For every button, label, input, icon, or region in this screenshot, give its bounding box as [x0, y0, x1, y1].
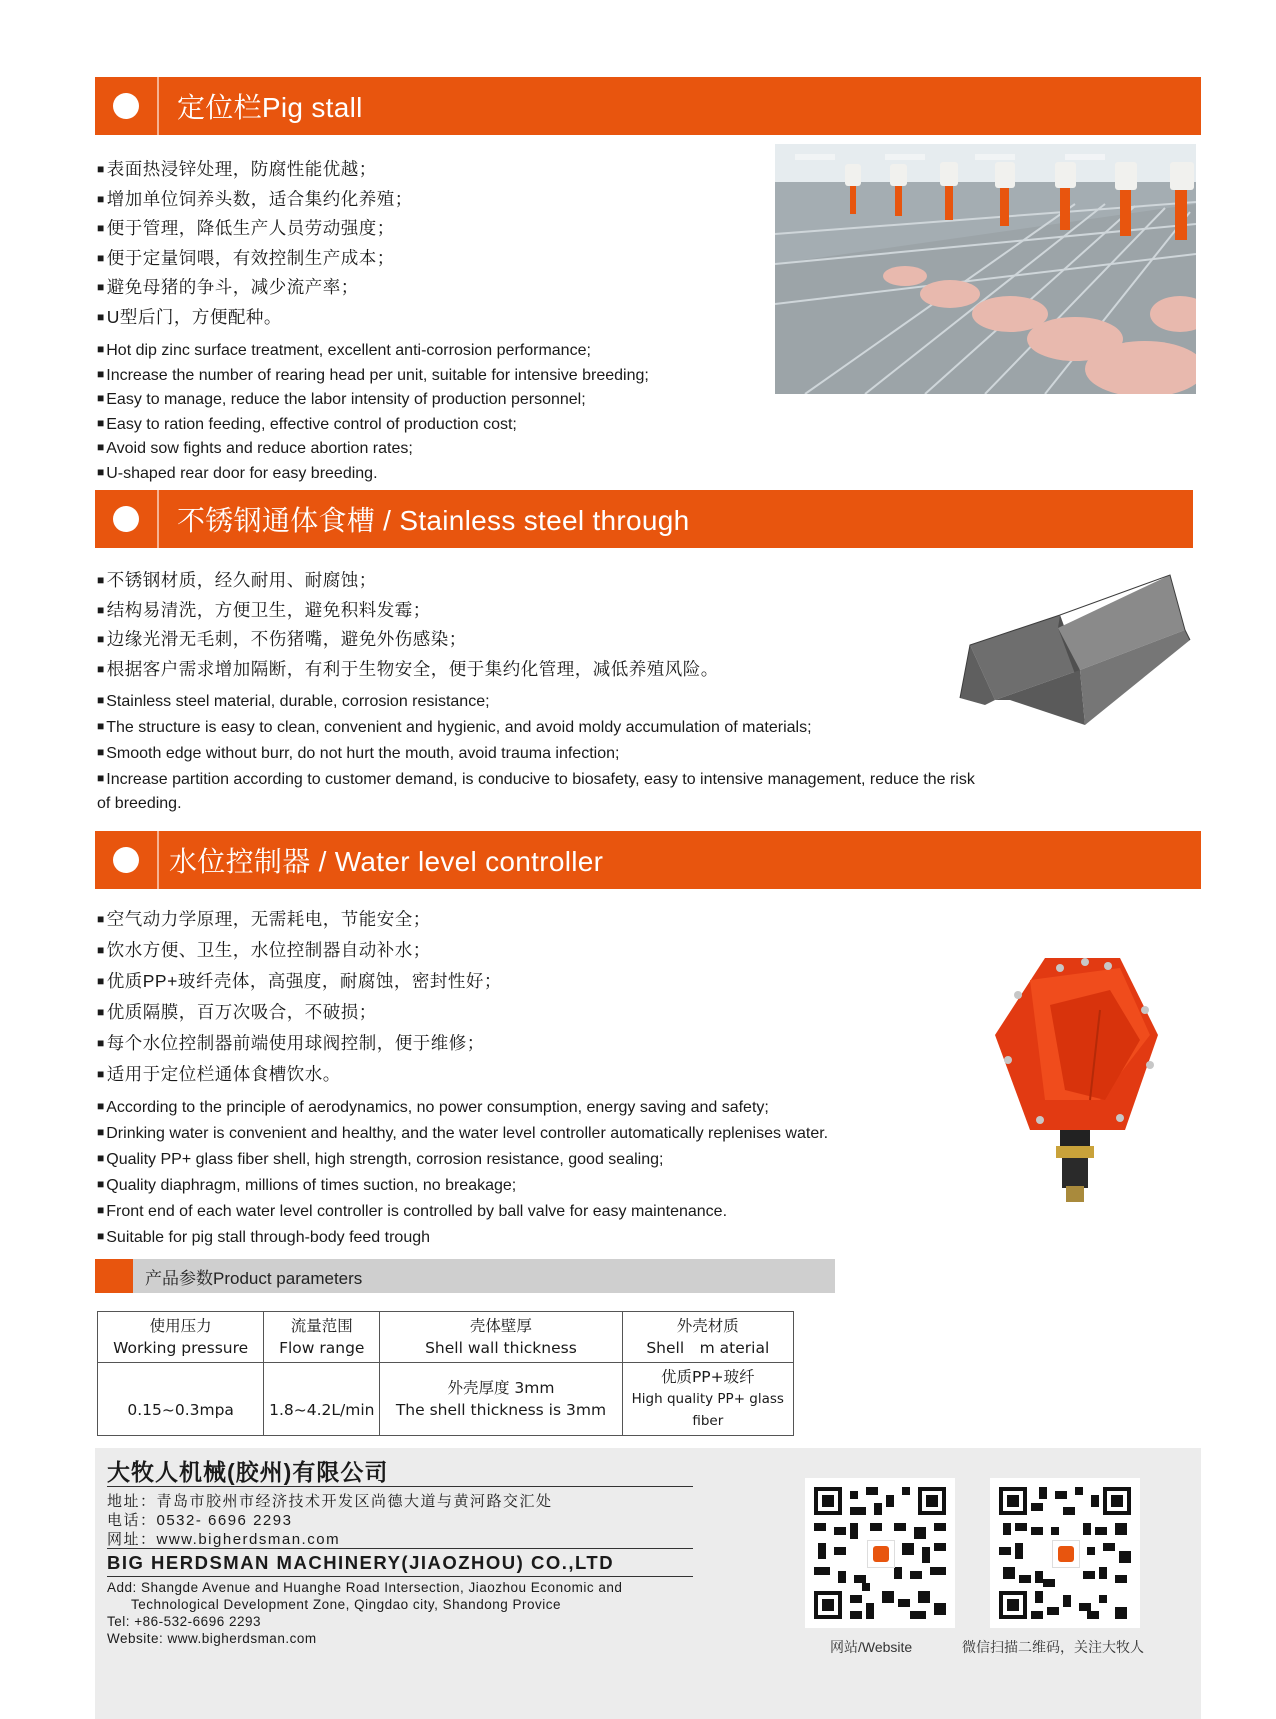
section-header-water-level-controller — [95, 831, 1201, 889]
phone-cn: 电话：0532- 6696 2293 — [107, 1512, 293, 1529]
list-item: ■ Quality PP+ glass fiber shell, high strength, corrosion resistance, good sealing; — [97, 1146, 828, 1172]
list-item: ■ Suitable for pig stall through-body feed trough — [97, 1224, 828, 1250]
bullet-circle-icon — [95, 831, 159, 889]
list-item: ■ Front end of each water level controller is controlled by ball valve for easy maintenance. — [97, 1198, 828, 1224]
trough-features-en — [97, 688, 977, 816]
list-item: ■ Increase the number of rearing head per unit, suitable for intensive breeding; — [97, 363, 649, 388]
list-item: ■ 空气动力学原理，无需耗电，节能安全； — [97, 904, 502, 935]
pig-stall-photo — [775, 144, 1196, 394]
product-parameters-title: 产品参数Product parameters — [145, 1268, 363, 1288]
table-row — [98, 1363, 794, 1436]
trough-features-cn — [97, 566, 719, 684]
list-item: ■ 优质隔膜，百万次吸合，不破损； — [97, 997, 502, 1028]
list-item: ■ 便于定量饲喂，有效控制生产成本； — [97, 244, 413, 274]
list-item: ■ Hot dip zinc surface treatment, excellent anti-corrosion performance; — [97, 338, 649, 363]
list-item: ■ Avoid sow fights and reduce abortion rates; — [97, 436, 649, 461]
brand-logo-icon — [867, 1540, 895, 1568]
list-item: ■ 不锈钢材质，经久耐用、耐腐蚀； — [97, 566, 719, 596]
wechat-qr-code[interactable] — [990, 1478, 1140, 1628]
list-item: ■ Stainless steel material, durable, corrosion resistance; — [97, 688, 977, 714]
table-header-row — [98, 1312, 794, 1363]
product-parameters-table — [97, 1311, 794, 1436]
address-en-line1: Add: Shangde Avenue and Huanghe Road Intersection, Jiaozhou Economic and — [107, 1580, 623, 1595]
divider — [107, 1486, 693, 1487]
list-item: ■ U型后门，方便配种。 — [97, 303, 413, 333]
list-item: ■ Easy to manage, reduce the labor intensity of production personnel; — [97, 387, 649, 412]
brand-logo-icon — [1052, 1540, 1080, 1568]
list-item: ■ 表面热浸锌处理，防腐性能优越； — [97, 155, 413, 185]
list-item: ■ 便于管理，降低生产人员劳动强度； — [97, 214, 413, 244]
list-item: ■ According to the principle of aerodynamics, no power consumption, energy saving and safety; — [97, 1094, 828, 1120]
list-item: ■ Increase partition according to customer demand, is conducive to biosafety, easy to intensive management, reduce the risk of breeding. — [97, 766, 977, 816]
phone-en: Tel: +86-532-6696 2293 — [107, 1614, 261, 1629]
cell-flow-range: 1.8~4.2L/min — [264, 1363, 380, 1436]
list-item: ■ 结构易清洗，方便卫生，避免积料发霉； — [97, 596, 719, 626]
cell-shell-wall-thickness: 外壳厚度 3mm The shell thickness is 3mm — [380, 1363, 622, 1436]
list-item: ■ 边缘光滑无毛刺，不伤猪嘴，避免外伤感染； — [97, 625, 719, 655]
address-cn: 地址：青岛市胶州市经济技术开发区尚德大道与黄河路交汇处 — [107, 1493, 553, 1510]
list-item: ■ Smooth edge without burr, do not hurt the mouth, avoid trauma infection; — [97, 740, 977, 766]
header-shell-material: 外壳材质 Shell m aterial — [622, 1312, 793, 1363]
website-qr-code[interactable] — [805, 1478, 955, 1628]
company-name-cn: 大牧人机械(胶州)有限公司 — [107, 1459, 389, 1485]
water-controller-features-cn — [97, 904, 502, 1090]
water-controller-features-en — [97, 1094, 828, 1250]
list-item: ■ Drinking water is convenient and healthy, and the water level controller automatically replenises water. — [97, 1120, 828, 1146]
list-item: ■ 增加单位饲养头数，适合集约化养殖； — [97, 185, 413, 215]
list-item: ■ 根据客户需求增加隔断，有利于生物安全，便于集约化管理，减低养殖风险。 — [97, 655, 719, 685]
list-item: ■ 优质PP+玻纤壳体，高强度，耐腐蚀，密封性好； — [97, 966, 502, 997]
company-name-en: BIG HERDSMAN MACHINERY(JIAOZHOU) CO.,LTD — [107, 1552, 615, 1573]
product-parameters-header — [95, 1259, 835, 1293]
pig-stall-features-cn — [97, 155, 413, 332]
accent-square-icon — [95, 1259, 133, 1293]
section-title: 不锈钢通体食槽 / Stainless steel through — [177, 505, 690, 536]
stainless-trough-image — [940, 570, 1195, 730]
header-flow-range: 流量范围 Flow range — [264, 1312, 380, 1363]
list-item: ■ 饮水方便、卫生，水位控制器自动补水； — [97, 935, 502, 966]
website-en: Website: www.bigherdsman.com — [107, 1631, 317, 1646]
qr-wechat-caption: 微信扫描二维码，关注大牧人 — [962, 1639, 1144, 1655]
list-item: ■ 每个水位控制器前端使用球阀控制，便于维修； — [97, 1028, 502, 1059]
list-item: ■ 避免母猪的争斗，减少流产率； — [97, 273, 413, 303]
pig-stall-features-en — [97, 338, 649, 485]
section-title: 水位控制器 / Water level controller — [169, 846, 604, 877]
bullet-circle-icon — [95, 77, 159, 135]
qr-website-caption: 网站/Website — [830, 1639, 913, 1655]
water-level-controller-image — [990, 950, 1160, 1205]
list-item: ■ Easy to ration feeding, effective control of production cost; — [97, 412, 649, 437]
company-footer — [95, 1448, 1201, 1719]
section-header-pig-stall — [95, 77, 1201, 135]
list-item: ■ 适用于定位栏通体食槽饮水。 — [97, 1059, 502, 1090]
address-en-line2: Technological Development Zone, Qingdao city, Shandong Provice — [131, 1597, 561, 1612]
list-item: ■ Quality diaphragm, millions of times suction, no breakage; — [97, 1172, 828, 1198]
divider — [107, 1576, 693, 1577]
divider — [107, 1548, 693, 1549]
header-shell-wall-thickness: 壳体壁厚 Shell wall thickness — [380, 1312, 622, 1363]
bullet-circle-icon — [95, 490, 159, 548]
list-item: ■ The structure is easy to clean, convenient and hygienic, and avoid moldy accumulation of materials; — [97, 714, 977, 740]
section-title: 定位栏Pig stall — [177, 92, 363, 123]
section-header-stainless-trough — [95, 490, 1193, 548]
website-cn: 网址：www.bigherdsman.com — [107, 1531, 341, 1548]
cell-shell-material: 优质PP+玻纤 High quality PP+ glass fiber — [622, 1363, 793, 1436]
list-item: ■ U-shaped rear door for easy breeding. — [97, 461, 649, 486]
header-working-pressure: 使用压力 Working pressure — [98, 1312, 264, 1363]
cell-working-pressure: 0.15~0.3mpa — [98, 1363, 264, 1436]
